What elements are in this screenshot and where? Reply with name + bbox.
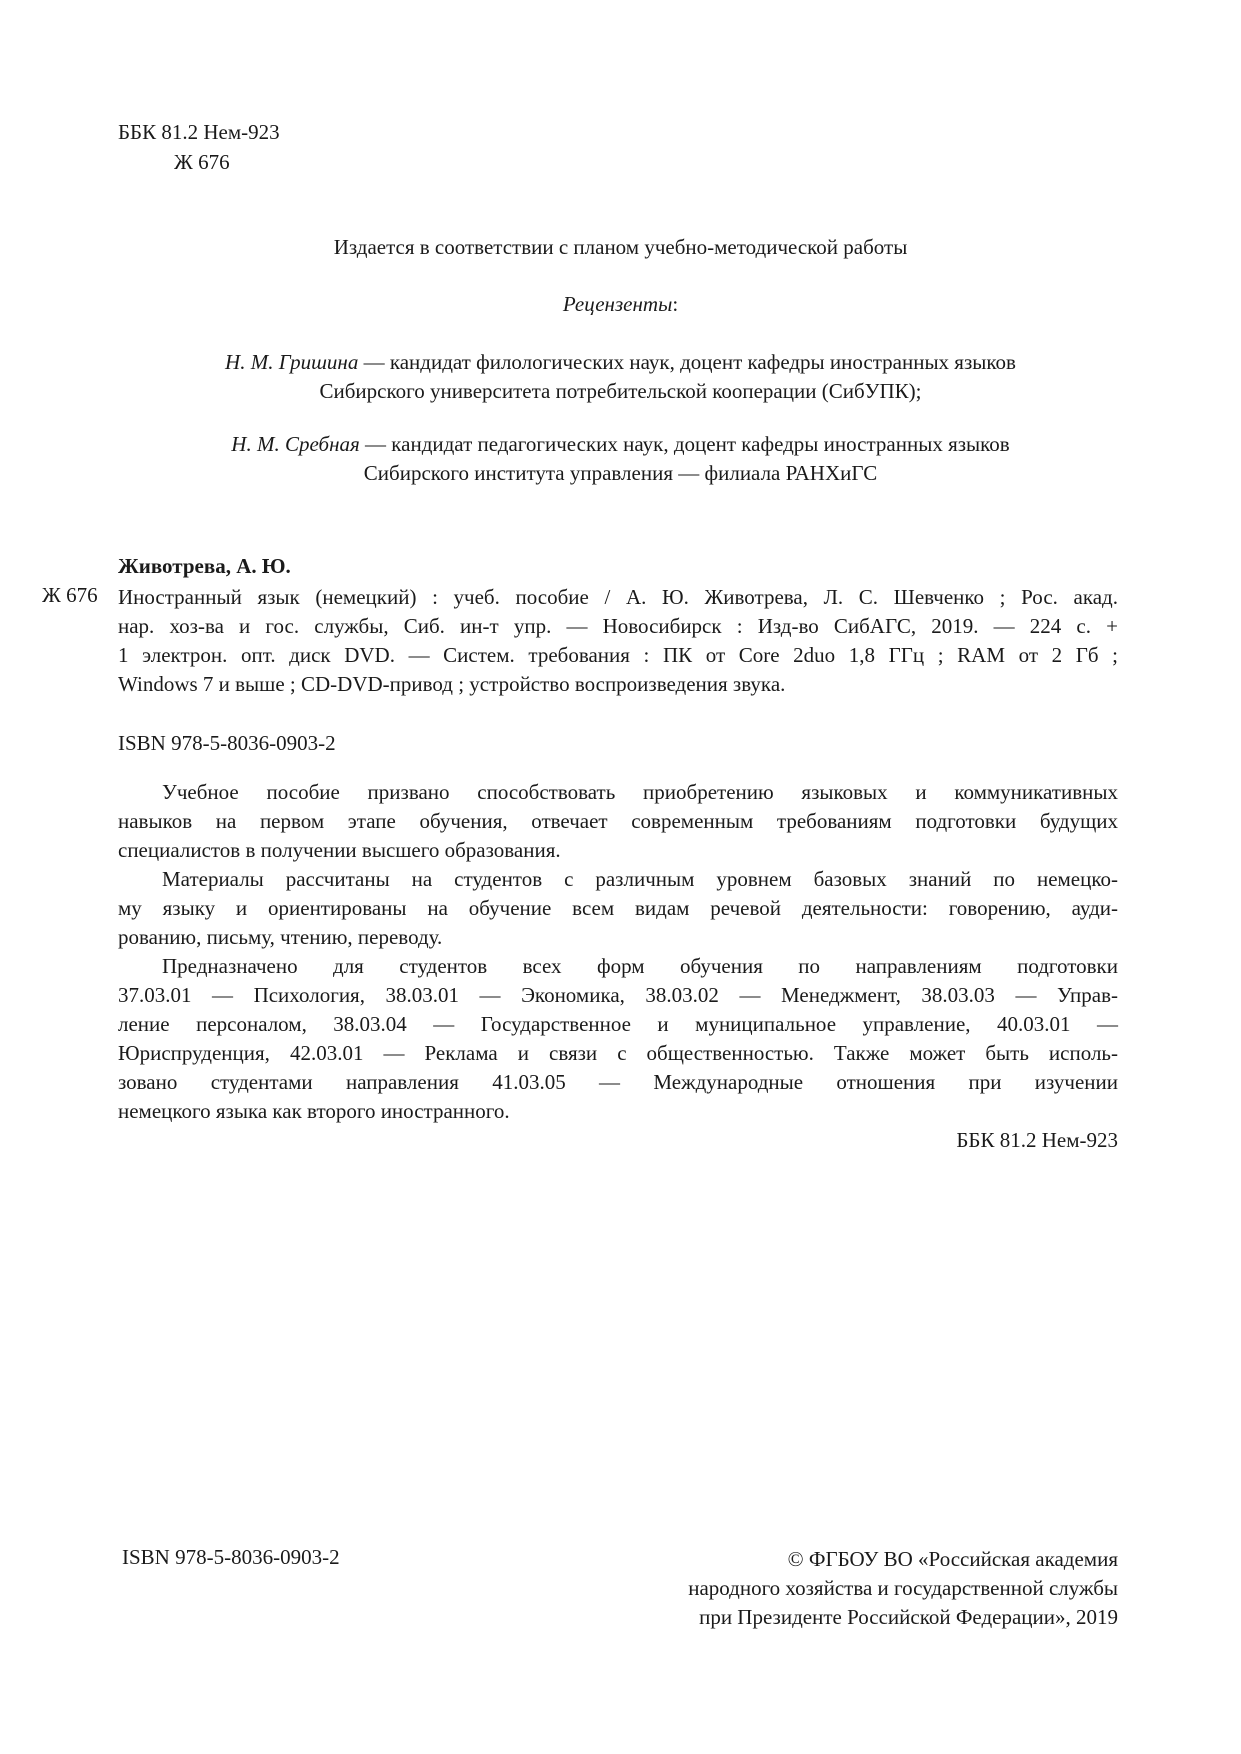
annotation-line: ление персоналом, 38.03.04 — Государственное и муниципальное управление, 40.03.01 — [118, 1012, 1118, 1036]
reviewer-2 [0, 430, 1241, 488]
copyright-notice [688, 1545, 1118, 1632]
reviewer-2-line2: Сибирского института управления — филиала РАНХиГС [363, 461, 878, 485]
annotation-line: Материалы рассчитаны на студентов с различным уровнем базовых знаний по немецко- [162, 867, 1118, 891]
annotation-line: 37.03.01 — Психология, 38.03.01 — Экономика, 38.03.02 — Менеджмент, 38.03.03 — Управ- [118, 983, 1118, 1007]
bibliography-author: Животрева, А. Ю. [118, 554, 291, 578]
annotation-line: Учебное пособие призвано способствовать приобретению языковых и коммуникативных [162, 780, 1118, 804]
reviewers-title [0, 290, 1241, 319]
bibliography-line: 1 электрон. опт. диск DVD. — Систем. требования : ПК от Core 2duo 1,8 ГГц ; RAM от 2 Гб ; [118, 643, 1118, 667]
bbk-header [118, 117, 280, 177]
bibliography-line: Windows 7 и выше ; CD-DVD-привод ; устройство воспроизведения звука. [118, 672, 786, 696]
reviewers-title-text: Рецензенты [562, 292, 673, 316]
bibliography-line: нар. хоз-ва и гос. службы, Сиб. ин-т упр. — Новосибирск : Изд-во СибАГС, 2019. — 224 с. + [118, 614, 1118, 638]
bibliography-code: Ж 676 [42, 583, 98, 607]
annotation-line: Юриспруденция, 42.03.01 — Реклама и связи с общественностью. Также может быть исполь- [118, 1041, 1118, 1065]
reviewer-1 [0, 348, 1241, 406]
annotation-line: Предназначено для студентов всех форм обучения по направлениям подготовки [162, 954, 1118, 978]
isbn-line: ISBN 978-5-8036-0903-2 [118, 731, 336, 755]
author-mark: Ж 676 [174, 150, 230, 174]
annotation-line: немецкого языка как второго иностранного. [118, 1099, 510, 1123]
reviewers-title-colon: : [672, 292, 679, 316]
annotation-line: специалистов в получении высшего образования. [118, 838, 561, 862]
bbk-index: ББК 81.2 Нем-923 [118, 120, 280, 144]
copyright-line: © ФГБОУ ВО «Российская академия [787, 1547, 1118, 1571]
annotation [118, 778, 1118, 1126]
footer-isbn: ISBN 978-5-8036-0903-2 [122, 1545, 340, 1569]
annotation-line: зовано студентами направления 41.03.05 — Международные отношения при изучении [118, 1070, 1118, 1094]
annotation-line: му языку и ориентированы на обучение всем видам речевой деятельности: говорению, ауди- [118, 896, 1118, 920]
reviewer-1-line2: Сибирского университета потребительской кооперации (СибУПК); [319, 379, 922, 403]
copyright-line: народного хозяйства и государственной службы [688, 1576, 1118, 1600]
reviewer-1-title: — кандидат филологических наук, доцент кафедры иностранных языков [358, 350, 1016, 374]
annotation-line: рованию, письму, чтению, переводу. [118, 925, 443, 949]
reviewer-2-name: Н. М. Сребная [231, 432, 360, 456]
reviewer-1-name: Н. М. Гришина [225, 350, 359, 374]
reviewer-1-line1 [0, 348, 1241, 377]
bbk-footer-index: ББК 81.2 Нем-923 [956, 1128, 1118, 1152]
reviewer-2-line1 [0, 430, 1241, 459]
reviewer-2-title: — кандидат педагогических наук, доцент кафедры иностранных языков [359, 432, 1010, 456]
bibliography-record [118, 583, 1118, 699]
bibliography-line: Иностранный язык (немецкий) : учеб. пособие / А. Ю. Животрева, Л. С. Шевченко ; Рос. акад. [118, 585, 1118, 609]
annotation-line: навыков на первом этапе обучения, отвечает современным требованиям подготовки будущих [118, 809, 1118, 833]
publishing-note: Издается в соответствии с планом учебно-методической работы [333, 235, 908, 259]
copyright-line: при Президенте Российской Федерации», 2019 [699, 1605, 1118, 1629]
